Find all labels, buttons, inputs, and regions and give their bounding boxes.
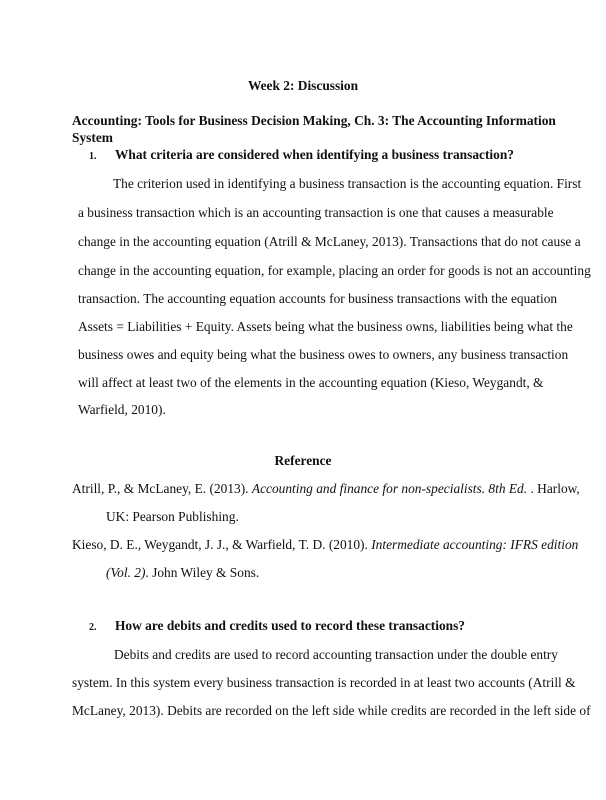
answer-1-line: change in the accounting equation, for example, placing an order for goods is not an accounting	[78, 263, 591, 278]
reference-title: Accounting and finance for non-specialists. 8th Ed.	[251, 481, 531, 496]
reference-heading: Reference	[274, 453, 332, 468]
reference-entry-2: Kieso, D. E., Weygandt, J. J., & Warfield, T. D. (2010). Intermediate accounting: IFRS edition	[72, 537, 579, 552]
reference-entry-2-cont: (Vol. 2). John Wiley & Sons.	[106, 565, 260, 580]
answer-2-line: system. In this system every business transaction is recorded in at least two accounts (Atrill &	[72, 675, 576, 690]
question-2	[89, 618, 465, 636]
reference-title: Intermediate accounting: IFRS edition	[371, 537, 579, 552]
page-title: Week 2: Discussion	[247, 78, 359, 93]
reference-entry-1: Atrill, P., & McLaney, E. (2013). Accounting and finance for non-specialists. 8th Ed. . Harlow,	[72, 481, 580, 496]
answer-1-line: Warfield, 2010).	[78, 402, 166, 417]
answer-1-line: The criterion used in identifying a business transaction is the accounting equation. First	[113, 176, 582, 191]
answer-1-line: change in the accounting equation (Atrill & McLaney, 2013). Transactions that do not cause a	[78, 234, 581, 249]
question-1	[89, 147, 514, 165]
question-number: 1.	[89, 151, 97, 162]
course-heading-line-1: Accounting: Tools for Business Decision Making, Ch. 3: The Accounting Information	[72, 113, 556, 128]
question-text: What criteria are considered when identifying a business transaction?	[115, 147, 514, 162]
answer-1-line: transaction. The accounting equation accounts for business transactions with the equation	[78, 291, 558, 306]
answer-2-line: McLaney, 2013). Debits are recorded on the left side while credits are recorded in the left side of	[72, 703, 591, 718]
answer-1-line: Assets = Liabilities + Equity. Assets being what the business owns, liabilities being what the	[78, 319, 573, 334]
answer-2-line: Debits and credits are used to record accounting transaction under the double entry	[114, 647, 558, 662]
question-number: 2.	[89, 622, 97, 633]
reference-entry-1-cont: UK: Pearson Publishing.	[106, 509, 239, 524]
answer-1-line: will affect at least two of the elements in the accounting equation (Kieso, Weygandt, &	[78, 375, 544, 390]
answer-1-line: business owes and equity being what the business owes to owners, any business transaction	[78, 347, 569, 362]
course-heading-line-2: System	[72, 130, 113, 145]
question-text: How are debits and credits used to record these transactions?	[115, 618, 465, 633]
answer-1-line: a business transaction which is an accounting transaction is one that causes a measurable	[78, 205, 554, 220]
